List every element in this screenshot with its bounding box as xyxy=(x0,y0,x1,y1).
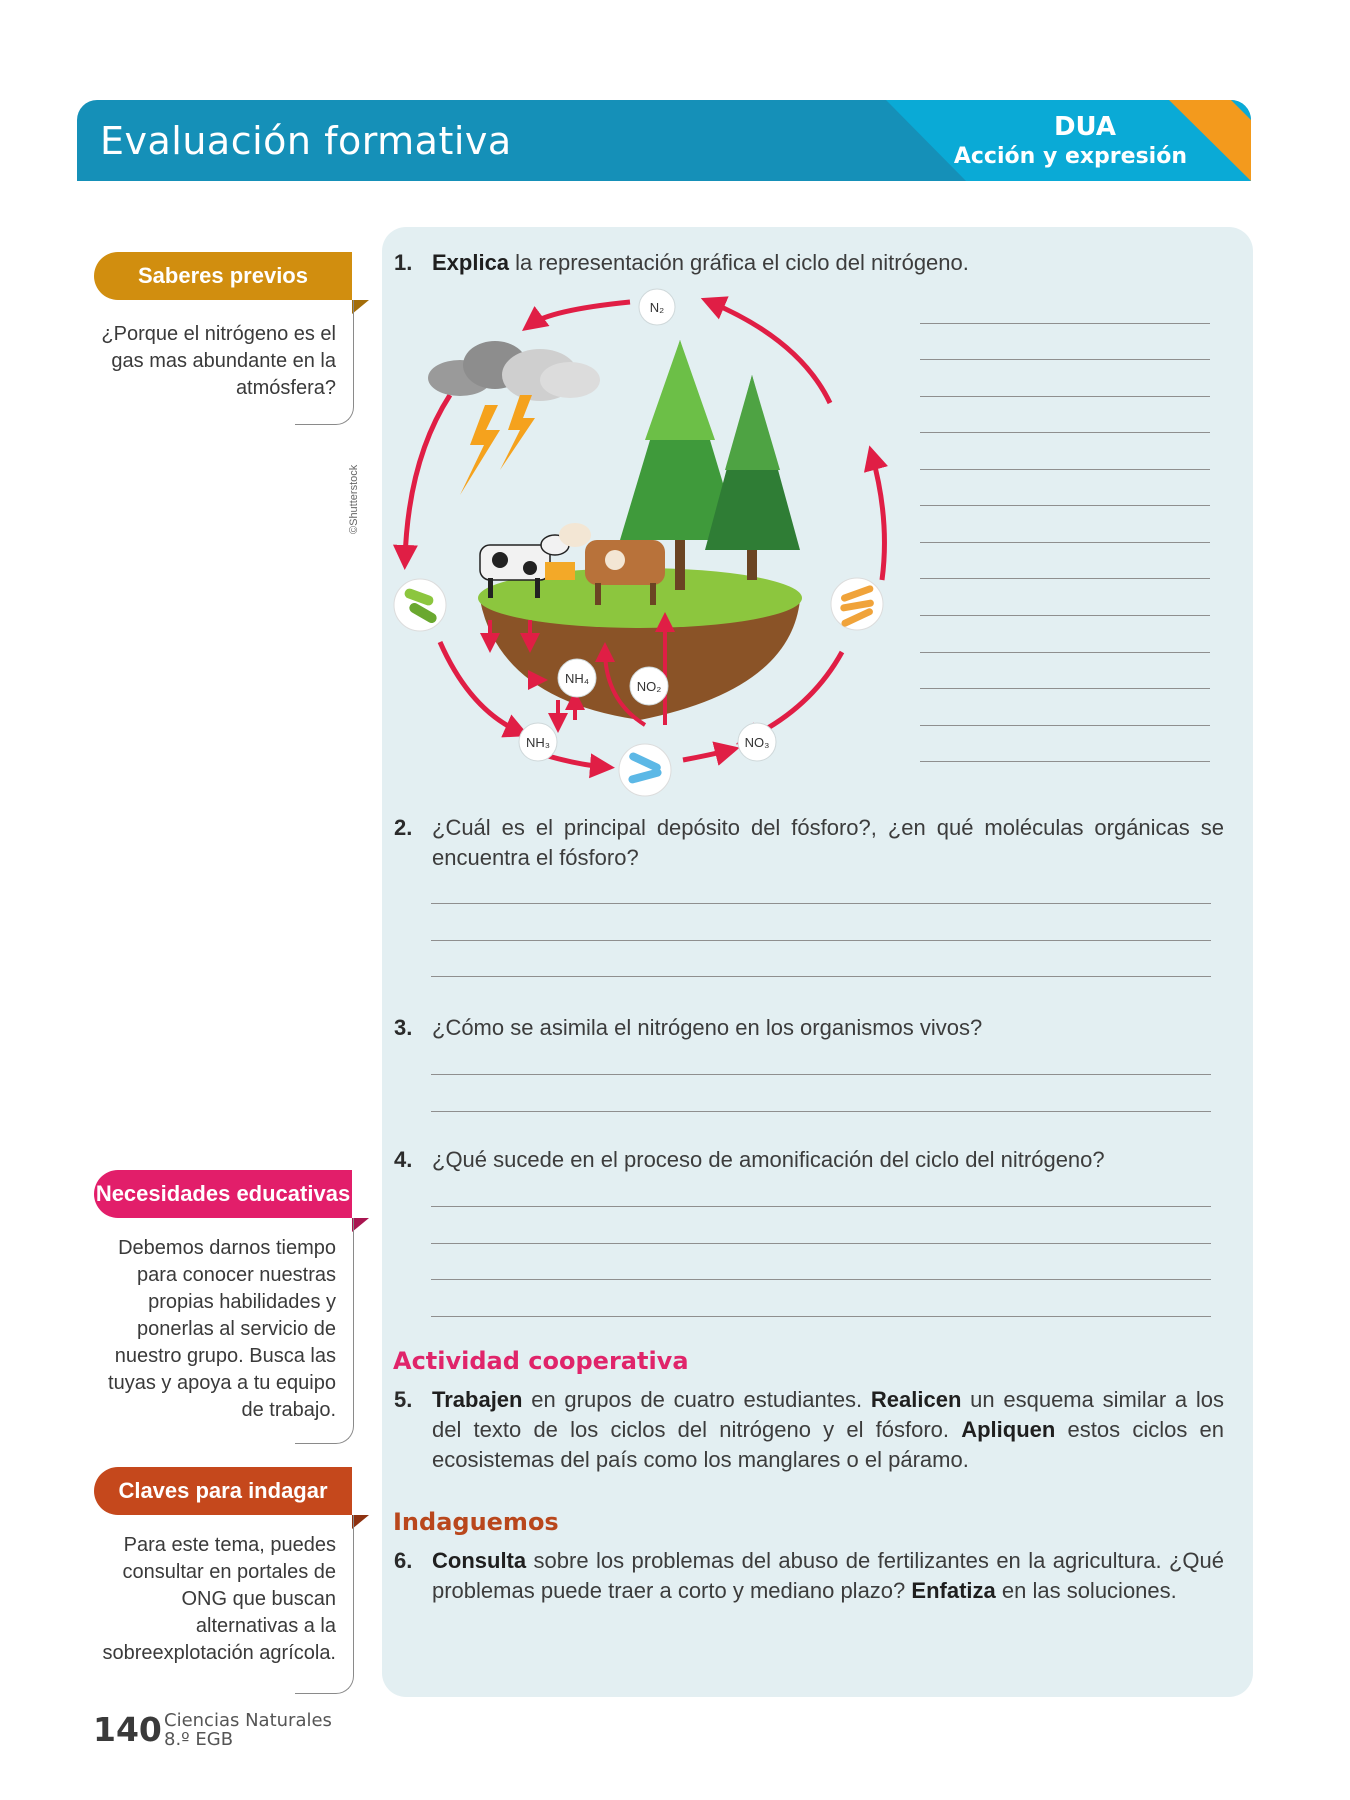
bacteria-icon xyxy=(394,579,446,631)
saberes-bracket xyxy=(295,300,354,425)
svg-text:N₂: N₂ xyxy=(649,300,665,315)
lightning-icon xyxy=(460,405,500,495)
dua-subtitle: Acción y expresión xyxy=(953,144,1187,169)
indaguemos-heading: Indaguemos xyxy=(393,1508,559,1536)
question-1: 1. Explica la representación gráfica el ciclo del nitrógeno. xyxy=(394,250,969,275)
bacteria-icon xyxy=(619,744,671,796)
nitrogen-cycle-diagram xyxy=(390,280,910,800)
actividad-cooperativa-heading: Actividad cooperativa xyxy=(393,1347,689,1375)
question-5: 5. Trabajen en grupos de cuatro estudiantes. Realicen un esquema similar a los del texto de los ciclos del nitrógeno y el fósforo. Apliquen estos ciclos en ecosistemas del país como los manglares o el páramo. xyxy=(394,1387,1225,1472)
claves-bracket xyxy=(295,1515,354,1694)
image-credit: ©Shutterstock xyxy=(348,464,360,534)
lightning-icon xyxy=(500,395,535,470)
hay-icon xyxy=(545,562,575,580)
svg-text:NO₂: NO₂ xyxy=(636,679,662,694)
bacteria-icon xyxy=(831,578,883,630)
n2-label xyxy=(639,289,675,325)
question-4: 4. ¿Qué sucede en el proceso de amonificación del ciclo del nitrógeno? xyxy=(394,1147,1105,1172)
cloud-icon xyxy=(428,341,600,401)
claves-para-indagar-title: Claves para indagar xyxy=(118,1478,328,1503)
page-title: Evaluación formativa xyxy=(100,119,512,163)
question-2: 2. ¿Cuál es el principal depósito del fósforo?, ¿en qué moléculas orgánicas se encuentra el fósforo? xyxy=(394,815,1224,870)
no2-label xyxy=(630,667,668,705)
nh3-label xyxy=(519,723,557,761)
no3-label xyxy=(738,723,776,761)
svg-text:NH₄: NH₄ xyxy=(564,671,590,686)
saberes-previos-text: ¿Porque el nitrógeno es el gas mas abundante en la atmósfera? xyxy=(101,323,336,399)
saberes-previos-title: Saberes previos xyxy=(138,263,308,288)
necesidades-educativas-tab xyxy=(94,1170,352,1218)
saberes-previos-tab xyxy=(94,252,352,300)
dua-title: DUA xyxy=(1053,112,1116,142)
claves-para-indagar-tab xyxy=(94,1467,352,1515)
claves-para-indagar-text: Para este tema, puedes consultar en portales de ONG que buscan alternativas a la sobreexplotación agrícola. xyxy=(102,1534,336,1664)
header-banner xyxy=(77,100,1251,181)
nh4-label xyxy=(558,659,596,697)
necesidades-educativas-text: Debemos darnos tiempo para conocer nuestras propias habilidades y ponerlas al servicio de nuestro grupo. Busca las tuyas y apoya a tu equipo de trabajo. xyxy=(108,1237,336,1421)
question-6: 6. Consulta sobre los problemas del abuso de fertilizantes en la agricultura. ¿Qué problemas puede traer a corto y mediano plazo? Enfatiza en las soluciones. xyxy=(394,1548,1224,1603)
footer-subject: Ciencias Naturales 8.º EGB xyxy=(164,1710,332,1750)
necesidades-bracket xyxy=(295,1218,354,1444)
svg-text:NO₃: NO₃ xyxy=(744,735,770,750)
necesidades-educativas-title: Necesidades educativas xyxy=(95,1181,351,1206)
svg-text:NH₃: NH₃ xyxy=(525,735,551,750)
question-3: 3. ¿Cómo se asimila el nitrógeno en los organismos vivos? xyxy=(394,1015,983,1040)
page-number: 140 xyxy=(93,1710,162,1749)
